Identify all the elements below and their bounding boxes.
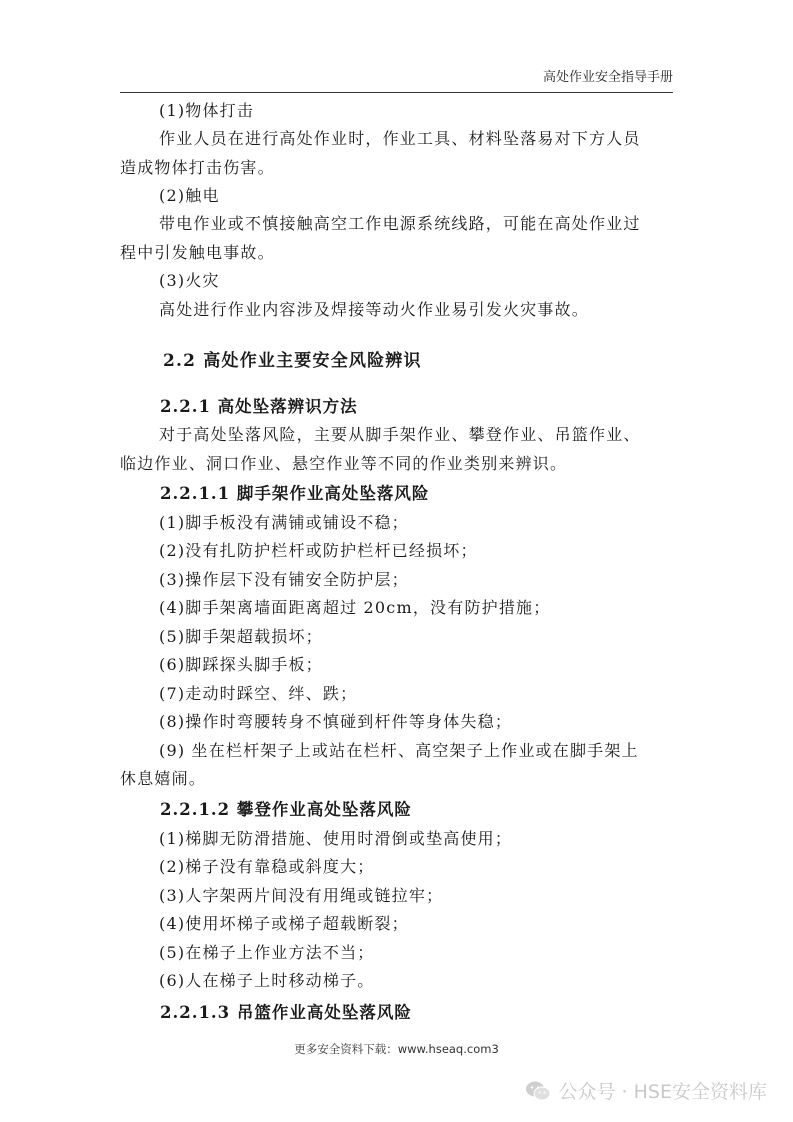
item-heading: (1)物体打击 (159, 101, 255, 120)
page-footer: 更多安全资料下载：www.hseaq.com3 (294, 1042, 499, 1056)
list-item: (2)没有扎防护栏杆或防护栏杆已经损坏； (159, 541, 478, 560)
watermark (525, 1077, 767, 1104)
paragraph-line: 带电作业或不慎接触高空工作电源系统线路，可能在高处作业过 (159, 214, 641, 233)
list-item: (4)使用坏梯子或梯子超载断裂； (159, 914, 409, 933)
list-item-continuation: 休息嬉闹。 (120, 769, 207, 788)
list-item: (8)操作时弯腰转身不慎碰到杆件等身体失稳； (159, 712, 513, 731)
header-rule (120, 92, 673, 93)
item-heading: (3)火灾 (159, 271, 220, 290)
list-item: (5)在梯子上作业方法不当； (159, 943, 375, 962)
subsection-heading: 2.2.1 高处坠落辨识方法 (160, 397, 358, 416)
paragraph-line: 造成物体打击伤害。 (120, 158, 275, 177)
list-item: (5)脚手架超载损坏； (159, 627, 323, 646)
subsubsection-heading: 2.2.1.1 脚手架作业高处坠落风险 (160, 484, 430, 503)
paragraph-line: 程中引发触电事故。 (120, 243, 275, 262)
list-item: (4)脚手架离墙面距离超过 20cm，没有防护措施； (159, 598, 551, 617)
list-item: (1)脚手板没有满铺或铺设不稳； (159, 513, 409, 532)
paragraph-line: 高处进行作业内容涉及焊接等动火作业易引发火灾事故。 (159, 300, 590, 319)
subsubsection-heading: 2.2.1.3 吊篮作业高处坠落风险 (160, 1003, 412, 1022)
list-item: (6)脚踩探头脚手板； (159, 655, 323, 674)
list-item: (3)人字架两片间没有用绳或链拉牢； (159, 886, 444, 905)
list-item: (9) 坐在栏杆架子上或站在栏杆、高空架子上作业或在脚手架上 (159, 741, 639, 760)
paragraph-line: 对于高处坠落风险，主要从脚手架作业、攀登作业、吊篮作业、 (159, 425, 641, 444)
list-item: (1)梯脚无防滑措施、使用时滑倒或垫高使用； (159, 829, 513, 848)
watermark-text: 公众号 · HSE安全资料库 (558, 1081, 767, 1103)
paragraph-line: 作业人员在进行高处作业时，作业工具、材料坠落易对下方人员 (159, 129, 641, 148)
running-header: 高处作业安全指导手册 (542, 70, 673, 85)
section-heading: 2.2 高处作业主要安全风险辨识 (163, 351, 422, 371)
list-item: (2)梯子没有靠稳或斜度大； (159, 857, 375, 876)
item-heading: (2)触电 (159, 186, 220, 205)
subsubsection-heading: 2.2.1.2 攀登作业高处坠落风险 (160, 800, 412, 819)
paragraph-line: 临边作业、洞口作业、悬空作业等不同的作业类别来辨识。 (120, 454, 568, 473)
list-item: (6)人在梯子上时移动梯子。 (159, 971, 375, 990)
wechat-icon (525, 1080, 551, 1102)
list-item: (7)走动时踩空、绊、跌； (159, 684, 358, 703)
list-item: (3)操作层下没有铺安全防护层； (159, 570, 409, 589)
